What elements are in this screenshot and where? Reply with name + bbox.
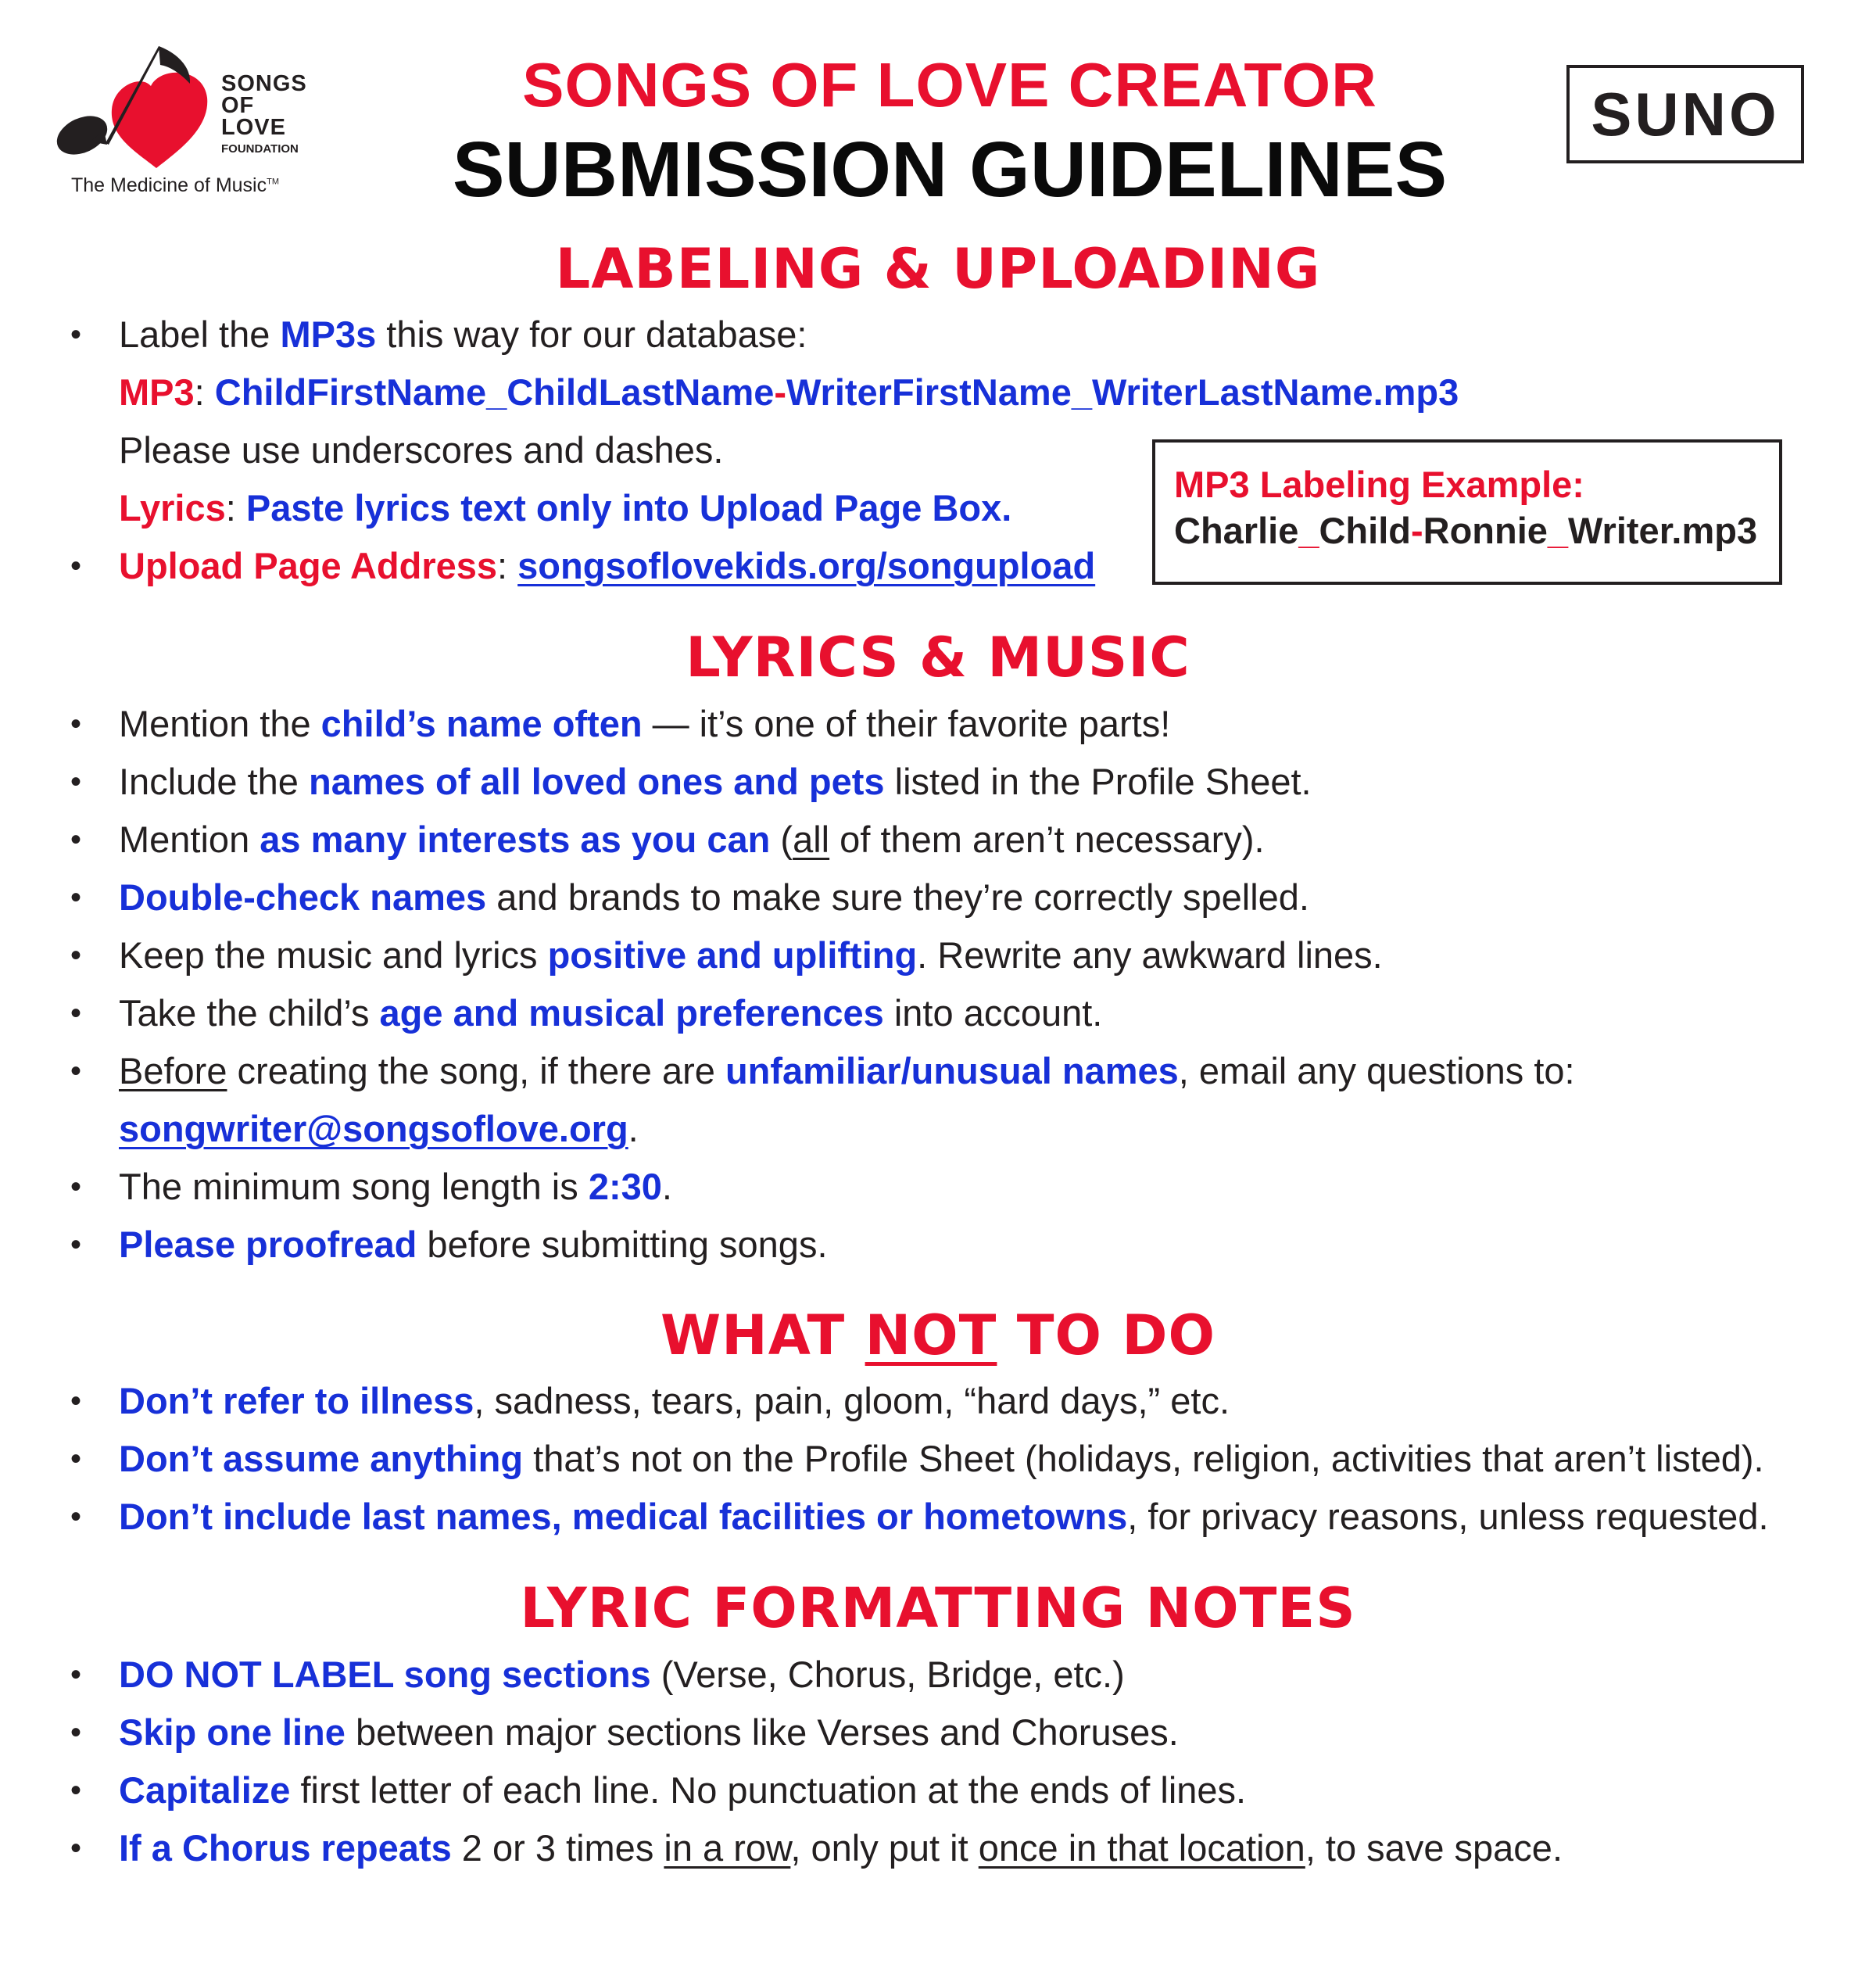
text-underlined: in a row <box>664 1827 791 1869</box>
text-emphasis: If a Chorus repeats <box>119 1827 452 1869</box>
bullet-icon: • <box>70 1715 82 1750</box>
mp3-example-box <box>1152 439 1782 585</box>
text-emphasis: names of all loved ones and pets <box>309 761 885 802</box>
page-title-line-2: SUBMISSION GUIDELINES <box>452 126 1448 213</box>
text: between major sections like Verses and Choruses. <box>345 1711 1179 1753</box>
text-dash: - <box>774 371 787 413</box>
songwriter-email-link[interactable]: songwriter@songsoflove.org <box>119 1108 628 1149</box>
text: Charlie <box>1174 510 1299 551</box>
text-emphasis: Paste lyrics text only into Upload Page Box. <box>245 487 1012 529</box>
page-title-line-1: SONGS OF LOVE CREATOR <box>522 50 1377 120</box>
text: ( <box>770 819 793 860</box>
songs-of-love-logo <box>43 43 340 199</box>
text: . <box>628 1108 639 1149</box>
formatting-bullet-4 <box>119 1826 1563 1870</box>
labeling-line-5 <box>119 544 1095 588</box>
text-emphasis: ChildFirstName_ChildLastName <box>214 371 775 413</box>
bullet-icon: • <box>70 317 82 352</box>
text: Child <box>1319 510 1411 551</box>
text-emphasis: as many interests as you can <box>260 819 771 860</box>
text-emphasis: Please proofread <box>119 1224 417 1265</box>
text: , for privacy reasons, unless requested. <box>1127 1496 1769 1537</box>
bullet-icon: • <box>70 1773 82 1808</box>
bullet-icon: • <box>70 996 82 1030</box>
not-to-do-bullet-2 <box>119 1437 1764 1481</box>
text: . Rewrite any awkward lines. <box>917 934 1383 976</box>
text-emphasis: child’s name often <box>320 703 643 744</box>
text-dash: - <box>1410 510 1423 551</box>
text-emphasis: Double-check names <box>119 876 487 918</box>
lyrics-bullet-6 <box>119 991 1102 1035</box>
text-underscore: _ <box>1547 510 1569 551</box>
text-emphasis: DO NOT LABEL song sections <box>119 1654 651 1695</box>
text-emphasis: Don’t assume anything <box>119 1438 524 1479</box>
text-underscore: _ <box>1298 510 1319 551</box>
formatting-bullet-2 <box>119 1711 1179 1754</box>
text-emphasis: Capitalize <box>119 1769 291 1811</box>
text: , only put it <box>790 1827 979 1869</box>
text: that’s not on the Profile Sheet (holidays, religion, activities that aren’t listed). <box>523 1438 1764 1479</box>
lyrics-bullet-8 <box>119 1165 672 1209</box>
bullet-icon: • <box>70 1170 82 1204</box>
lyrics-bullet-9 <box>119 1223 828 1267</box>
heart-music-note-icon <box>43 43 223 176</box>
trademark-mark: TM <box>267 177 279 187</box>
text: , sadness, tears, pain, gloom, “hard days,” etc. <box>474 1380 1230 1421</box>
logo-tagline-text: The Medicine of Music <box>71 174 267 196</box>
example-title: MP3 Labeling Example: <box>1174 464 1584 505</box>
text-emphasis: Don’t include last names, medical facilities or hometowns <box>119 1496 1128 1537</box>
logo-text-songs: SONGS <box>221 71 307 96</box>
formatting-bullet-1 <box>119 1653 1125 1697</box>
bullet-icon: • <box>70 822 82 857</box>
heading-labeling-uploading: LABELING & UPLOADING <box>555 237 1321 301</box>
text: Keep the music and lyrics <box>119 934 548 976</box>
lyrics-bullet-4 <box>119 876 1309 919</box>
text-emphasis: MP3s <box>280 314 377 355</box>
text: — it’s one of their favorite parts! <box>642 703 1171 744</box>
lyrics-bullet-3 <box>119 818 1265 862</box>
bullet-icon: • <box>70 765 82 799</box>
text: Include the <box>119 761 310 802</box>
heading-what-not-to-do <box>0 1303 1876 1367</box>
logo-text-love: LOVE <box>221 115 286 140</box>
lyrics-bullet-7 <box>119 1049 1575 1093</box>
text: before submitting songs. <box>417 1224 828 1265</box>
labeling-line-2 <box>119 371 1459 414</box>
lyrics-bullet-7-cont <box>119 1107 639 1151</box>
logo-tagline <box>71 174 279 197</box>
bullet-icon: • <box>70 1831 82 1865</box>
heading-lyric-formatting-notes: LYRIC FORMATTING NOTES <box>520 1576 1356 1640</box>
text-emphasis: positive and uplifting <box>547 934 918 976</box>
bullet-icon: • <box>70 1054 82 1088</box>
text: WHAT <box>660 1303 865 1367</box>
text-underlined: Before <box>119 1050 227 1091</box>
not-to-do-bullet-3 <box>119 1495 1769 1539</box>
text-emphasis: Skip one line <box>119 1711 345 1753</box>
text: first letter of each line. No punctuation at the ends of lines. <box>290 1769 1247 1811</box>
text: 2 or 3 times <box>451 1827 664 1869</box>
lyrics-bullet-2 <box>119 760 1312 804</box>
text: and brands to make sure they’re correctly spelled. <box>486 876 1309 918</box>
logo-text-foundation: FOUNDATION <box>221 142 299 156</box>
bullet-icon: • <box>70 880 82 915</box>
suno-wordmark: SUNO <box>1591 79 1780 149</box>
text-emphasis: 2:30 <box>588 1166 662 1207</box>
lyrics-bullet-5 <box>119 934 1383 977</box>
lyrics-bullet-1 <box>119 702 1170 746</box>
text: listed in the Profile Sheet. <box>884 761 1312 802</box>
bullet-icon: • <box>70 938 82 973</box>
text: , to save space. <box>1305 1827 1563 1869</box>
text: : <box>194 371 215 413</box>
bullet-icon: • <box>70 1227 82 1262</box>
logo-text-of: OF <box>221 93 255 118</box>
text-label: Lyrics <box>119 487 226 529</box>
bullet-icon: • <box>70 549 82 583</box>
text-underlined: NOT <box>865 1303 997 1367</box>
suno-logo <box>1566 65 1804 163</box>
text-label: Upload Page Address <box>119 545 498 586</box>
example-filename <box>1174 507 1779 555</box>
logo-wordmark <box>221 73 307 160</box>
text: Writer.mp3 <box>1568 510 1758 551</box>
labeling-line-4 <box>119 486 1011 530</box>
text: of them aren’t necessary). <box>829 819 1265 860</box>
text: Take the child’s <box>119 992 380 1034</box>
text: TO DO <box>997 1303 1216 1367</box>
heading-lyrics-music: LYRICS & MUSIC <box>686 625 1190 690</box>
labeling-line-3: Please use underscores and dashes. <box>119 429 724 471</box>
text-underlined: all <box>793 819 830 860</box>
not-to-do-bullet-1 <box>119 1379 1230 1423</box>
text: creating the song, if there are <box>227 1050 725 1091</box>
text: The minimum song length is <box>119 1166 589 1207</box>
text: (Verse, Chorus, Bridge, etc.) <box>650 1654 1125 1695</box>
text: Label the <box>119 314 281 355</box>
bullet-icon: • <box>70 1384 82 1418</box>
text-emphasis: WriterFirstName_WriterLastName.mp3 <box>786 371 1459 413</box>
text: Ronnie <box>1423 510 1548 551</box>
text: , email any questions to: <box>1178 1050 1575 1091</box>
text-emphasis: unfamiliar/unusual names <box>725 1050 1179 1091</box>
text-emphasis: Don’t refer to illness <box>119 1380 474 1421</box>
text: Mention the <box>119 703 321 744</box>
upload-page-link[interactable]: songsoflovekids.org/songupload <box>517 545 1096 586</box>
text-label: MP3 <box>119 371 195 413</box>
text: into account. <box>883 992 1103 1034</box>
text: Mention <box>119 819 260 860</box>
bullet-icon: • <box>70 707 82 741</box>
text: this way for our database: <box>376 314 807 355</box>
text: : <box>225 487 246 529</box>
bullet-icon: • <box>70 1657 82 1692</box>
text: : <box>497 545 518 586</box>
bullet-icon: • <box>70 1500 82 1534</box>
text: . <box>661 1166 672 1207</box>
text-underlined: once in that location <box>978 1827 1305 1869</box>
labeling-line-1 <box>119 313 807 357</box>
formatting-bullet-3 <box>119 1769 1246 1812</box>
text-emphasis: age and musical preferences <box>379 992 884 1034</box>
bullet-icon: • <box>70 1442 82 1476</box>
